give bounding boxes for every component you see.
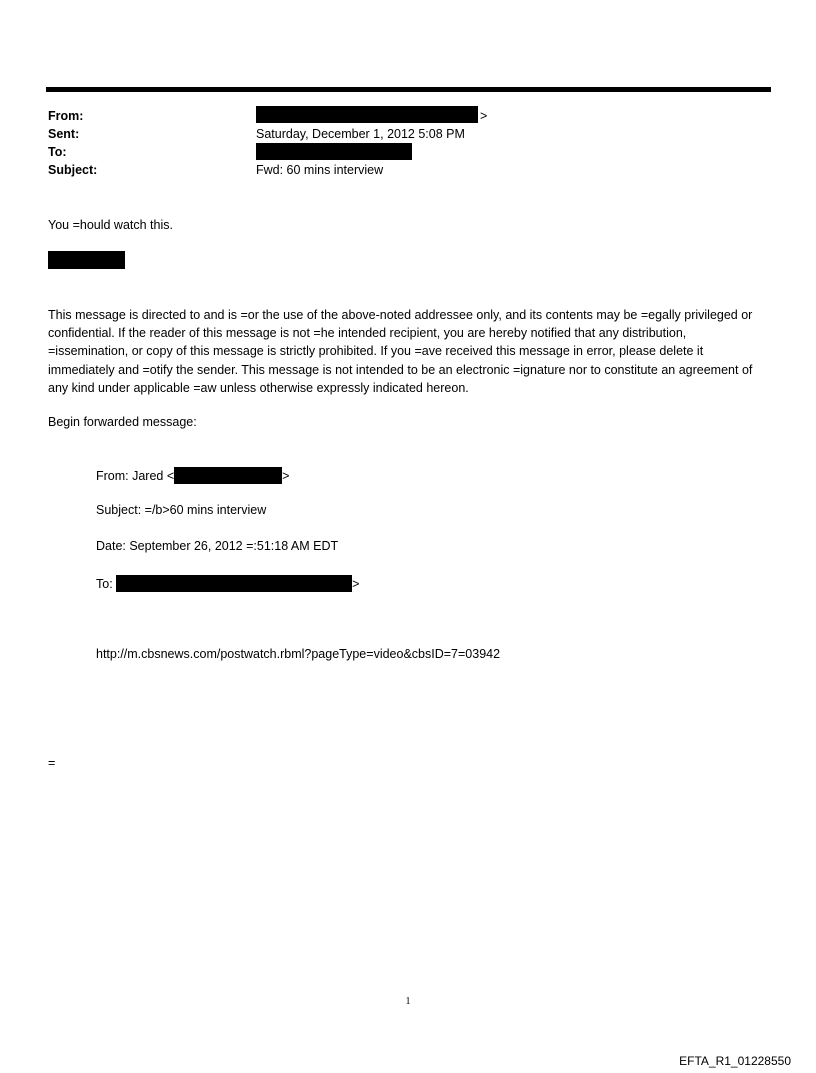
from-suffix: >	[480, 109, 488, 123]
redacted-from-address	[256, 106, 478, 123]
begin-forwarded-text: Begin forwarded message:	[48, 415, 197, 429]
sent-label: Sent:	[48, 127, 80, 141]
forwarded-link[interactable]: http://m.cbsnews.com/postwatch.rbml?pageType=video&cbsID=7=03942	[96, 647, 501, 661]
redacted-forwarded-from	[174, 467, 282, 484]
redacted-to-address	[256, 143, 412, 160]
forwarded-from	[96, 467, 289, 484]
forwarded-date: Date: September 26, 2012 =:51:18 AM EDT	[96, 539, 339, 553]
forwarded-subject: Subject: =/b>60 mins interview	[96, 503, 267, 517]
greeting-text: You =hould watch this.	[48, 218, 173, 232]
redacted-forwarded-to	[116, 575, 352, 592]
subject-label: Subject:	[48, 163, 98, 177]
redacted-signature	[48, 251, 125, 269]
forwarded-from-suffix: >	[282, 469, 290, 483]
document-id: EFTA_R1_01228550	[679, 1054, 791, 1068]
trailing-char: =	[48, 756, 56, 770]
disclaimer-text: This message is directed to and is =or the use of the above-noted addressee only, and its contents may be =egally privileged or confidential. If the reader of this message is not =he intended recipient, you are hereby notified that any distribution, =issemination, or copy of this message is strictly prohibited. If you =ave received this message in error, please delete it immediately and =otify the sender. This message is not intended to be an electronic =ignature nor to constitute an agreement of any kind under applicable =aw unless otherwise expressly indicated hereon.	[48, 308, 753, 395]
to-label: To:	[48, 145, 67, 159]
sent-value: Saturday, December 1, 2012 5:08 PM	[256, 127, 465, 141]
subject-value: Fwd: 60 mins interview	[256, 163, 384, 177]
forwarded-from-prefix: From: Jared <	[96, 469, 175, 483]
header-rule	[46, 87, 771, 92]
from-label: From:	[48, 109, 84, 123]
page-number: 1	[405, 996, 411, 1007]
forwarded-to-suffix: >	[352, 577, 360, 591]
forwarded-to	[96, 575, 359, 592]
forwarded-to-prefix: To:	[96, 577, 113, 591]
